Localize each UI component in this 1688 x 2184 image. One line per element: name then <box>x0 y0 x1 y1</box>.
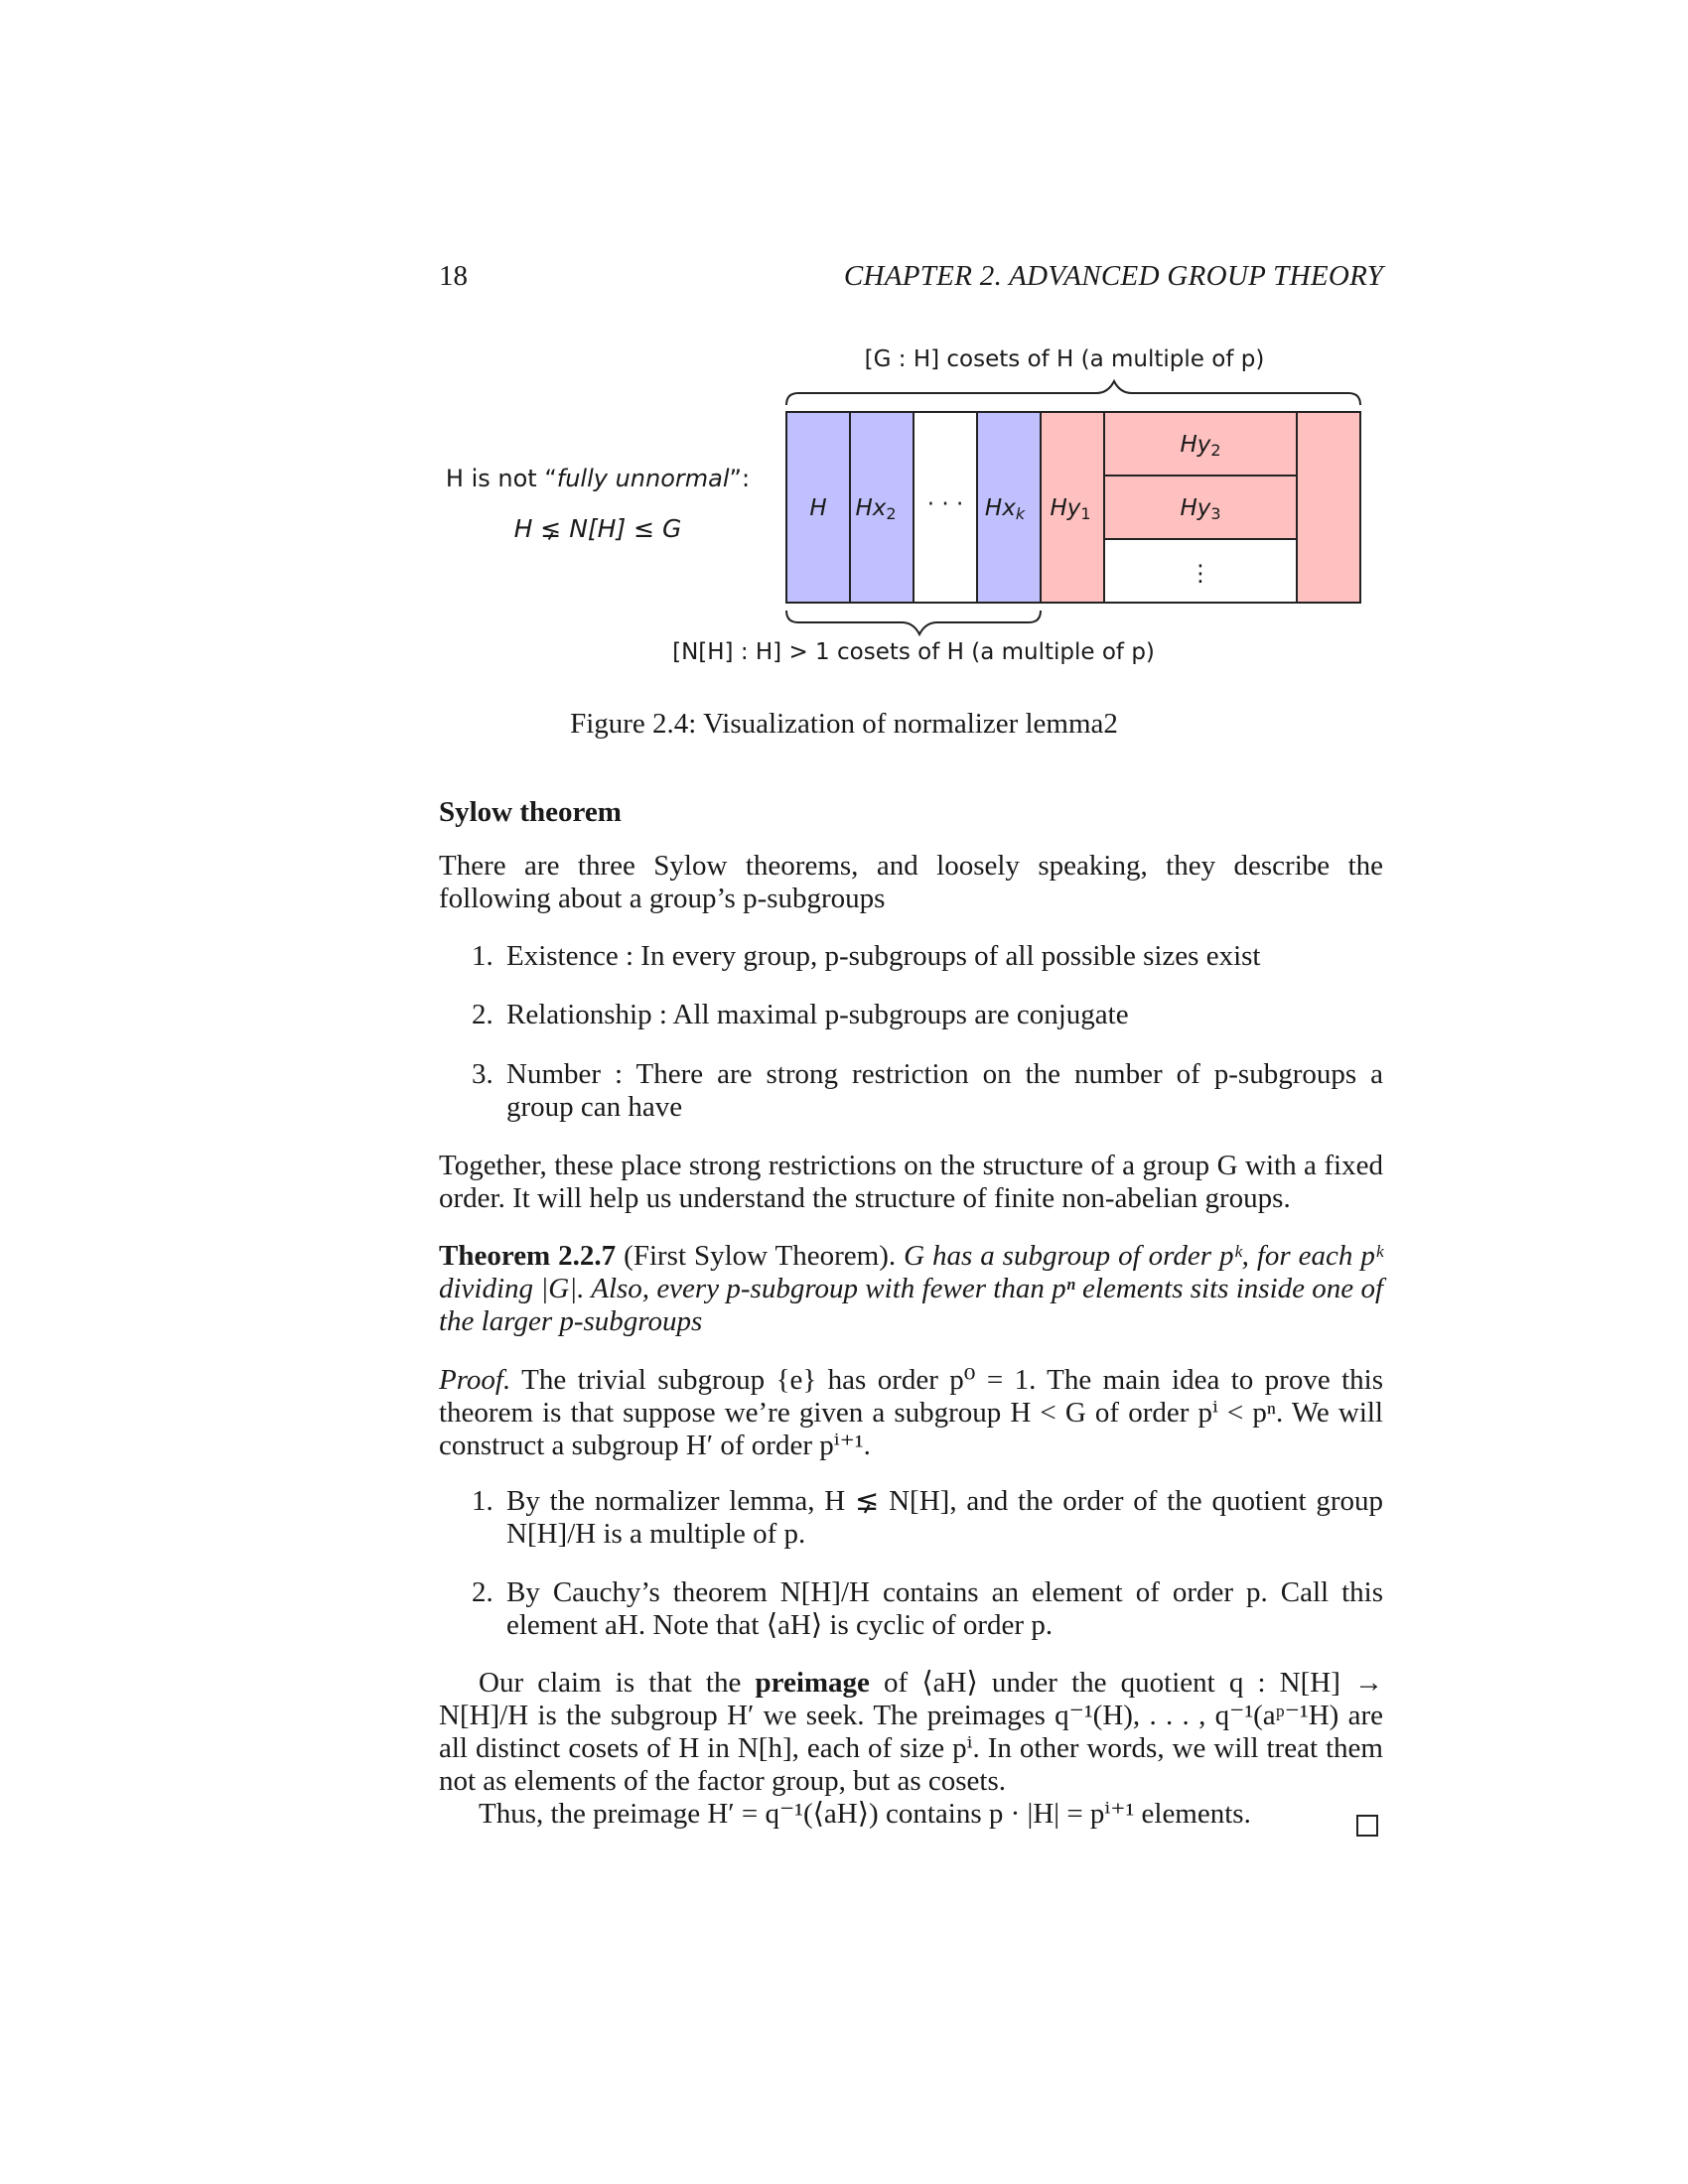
proof-block <box>439 1364 1383 1462</box>
theorem-block <box>439 1240 1383 1338</box>
label-hx2: Hx2 <box>855 495 897 523</box>
bottom-brace <box>786 611 1041 634</box>
theorem-name: (First Sylow Theorem). <box>624 1240 897 1272</box>
theorem-label: Theorem 2.2.7 <box>439 1240 617 1272</box>
list-number-1: 1. <box>472 940 493 972</box>
proof-label: Proof. <box>439 1364 511 1396</box>
claim-pre: Our claim is that the <box>479 1667 742 1699</box>
list-item-relationship: Relationship : All maximal p-subgroups are conjugate <box>506 999 1129 1030</box>
page-number: 18 <box>439 260 468 292</box>
label-vdots: ⋮ <box>1189 561 1212 587</box>
label-h: H <box>809 495 827 521</box>
proof-text: The trivial subgroup {e} has order p⁰ = 1. The main idea to prove this theorem is that suppose we’re given a subgroup H < G of order pⁱ < pⁿ. We will construct a subgroup H′ of order pⁱ⁺¹. <box>439 1364 1383 1461</box>
final-line: Thus, the preimage H′ = q⁻¹(⟨aH⟩) contains p · |H| = pⁱ⁺¹ elements. <box>479 1798 1251 1830</box>
side-annotation-line1: H is not “fully unnormal”: <box>445 465 751 492</box>
running-header: CHAPTER 2. ADVANCED GROUP THEORY <box>843 260 1383 292</box>
list-number-2: 2. <box>472 999 493 1030</box>
list-item-existence: Existence : In every group, p-subgroups of all possible sizes exist <box>506 940 1261 972</box>
claim-bold: preimage <box>755 1667 870 1699</box>
claim-post: of ⟨aH⟩ under the quotient q : N[H] → N[H]/H is the subgroup H′ we seek. The preimages q⁻¹(H), . . . , q⁻¹(aᵖ⁻¹H) are all distinct cosets of H in N[h], each of size pⁱ. In other words, we will treat them not as elements of the factor group, but as cosets. <box>439 1667 1384 1797</box>
list-number-3: 3. <box>472 1058 493 1090</box>
bottom-brace-label: [N[H] : H] > 1 cosets of H (a multiple of p) <box>672 639 1155 665</box>
normalizer-figure <box>0 0 1688 695</box>
proof-list-number-1: 1. <box>472 1485 493 1517</box>
label-hy2: Hy2 <box>1180 432 1221 460</box>
proof-item-cauchy: By Cauchy’s theorem N[H]/H contains an element of order p. Call this element aH. Note that ⟨aH⟩ is cyclic of order p. <box>506 1576 1383 1641</box>
theorem-statement: G has a subgroup of order pᵏ, for each pᵏ dividing |G|. Also, every p-subgroup with fewer than pⁿ elements sits inside one of the larger p-subgroups <box>439 1240 1384 1337</box>
label-hxk: Hxk <box>984 495 1026 523</box>
label-hy1: Hy1 <box>1050 495 1091 523</box>
label-hy3: Hy3 <box>1180 495 1221 523</box>
cell-right <box>1297 412 1360 603</box>
top-brace-label: [G : H] cosets of H (a multiple of p) <box>864 346 1265 372</box>
top-brace <box>786 381 1360 405</box>
list-item-number: Number : There are strong restriction on the number of p-subgroups a group can have <box>506 1058 1383 1123</box>
label-dots: · · · <box>926 491 964 517</box>
proof-item-normalizer: By the normalizer lemma, H ⪇ N[H], and the order of the quotient group N[H]/H is a multiple of p. <box>506 1485 1383 1550</box>
side-annotation-line2: H ⪇ N[H] ≤ G <box>513 514 682 543</box>
together-paragraph: Together, these place strong restrictions on the structure of a group G with a fixed order. It will help us understand the structure of finite non-abelian groups. <box>439 1150 1383 1214</box>
sylow-intro: There are three Sylow theorems, and loosely speaking, they describe the following about a group’s p-subgroups <box>439 850 1383 914</box>
section-heading: Sylow theorem <box>439 796 622 828</box>
qed-symbol <box>1356 1815 1378 1837</box>
proof-list-number-2: 2. <box>472 1576 493 1608</box>
claim-paragraph <box>439 1667 1383 1798</box>
figure-caption: Figure 2.4: Visualization of normalizer lemma2 <box>570 708 1118 740</box>
